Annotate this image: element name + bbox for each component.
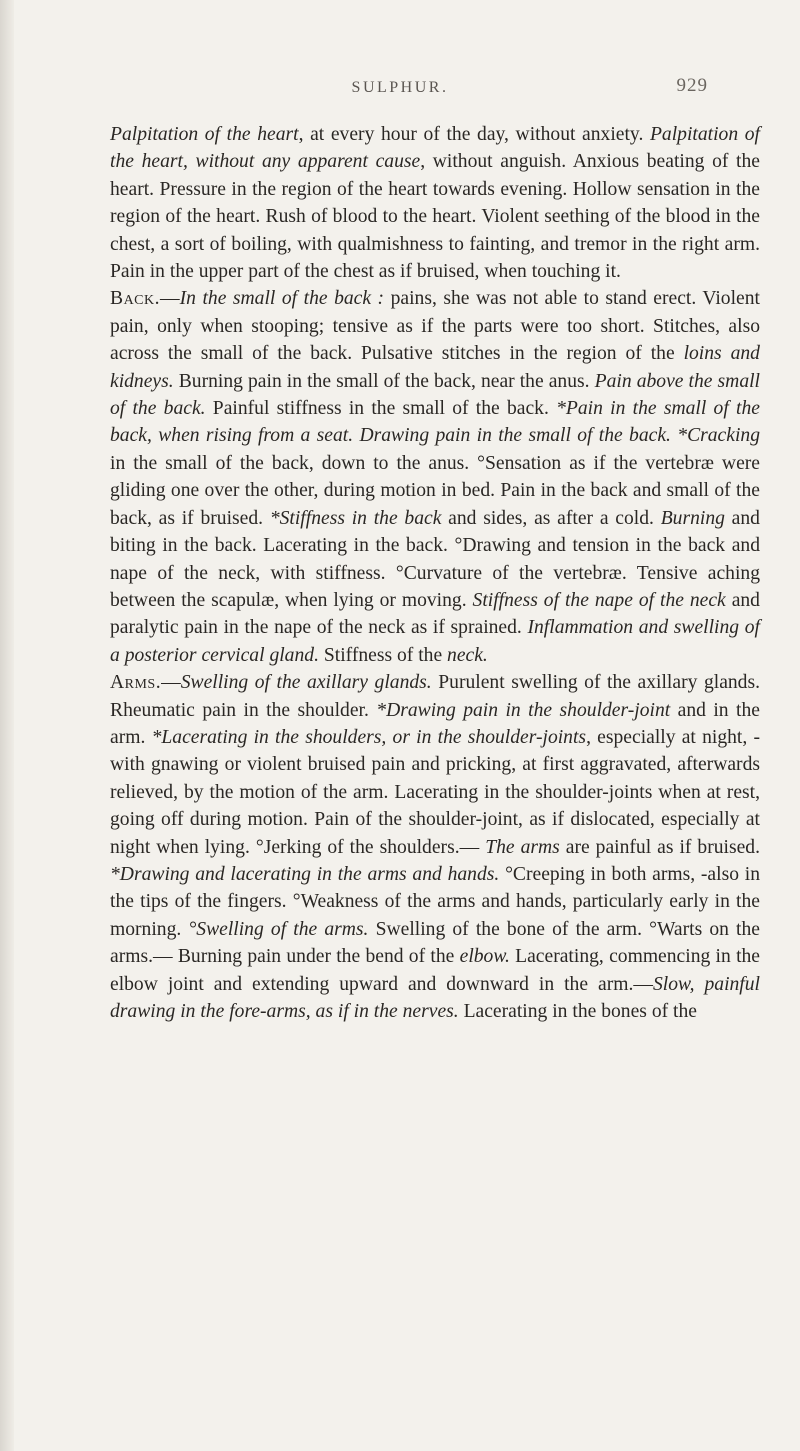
text-run: Stiffness of the: [318, 644, 448, 666]
italic-run: loins and kidneys.: [110, 343, 760, 392]
text-run: Burning pain in the small of the back, near the anus.: [173, 370, 595, 392]
italic-run: *Drawing and lacerating in the arms and hands.: [110, 863, 500, 885]
section-label: Arms.: [110, 672, 162, 694]
text-run: Swelling of the bone of the arm. °Warts on the arms.— Burning pain under the bend of the: [110, 918, 760, 968]
text-run: , without anguish. Anxious beating of the heart. Pressure in the region of the heart towards evening. Hollow sensation in the region of the heart. Rush of blood to the heart. Violent seething of the blood in the chest, a sort of boiling, with qualmishness to fainting, and tremor in the right arm. Pain in the upper part of the chest as if bruised, when touching it.: [110, 151, 760, 283]
text-run: Lacerating, commencing in the elbow joint and extending upward and downward in the arm.—: [110, 946, 761, 995]
paragraph-back: [110, 285, 760, 669]
italic-run: Pain above the small of the back.: [110, 370, 761, 420]
italic-run: °Swelling of the arms.: [188, 918, 369, 940]
running-head: SULPHUR.: [351, 79, 449, 96]
italic-run: Stiffness of the nape of the neck: [472, 589, 726, 611]
italic-run: Palpitation of the heart, without any apparent cause: [110, 124, 761, 173]
text-run: °Creeping in both arms, -also in the tips of the fingers. °Weakness of the arms and hands, particularly early in the morning.: [110, 863, 761, 940]
text-run: , especially at night, -with gnawing or violent bruised pain and pricking, at first aggravated, afterwards relieved, by the motion of the arm. Lacerating in the shoulder-joints when at rest, going off during motion. Pain of the shoulder-joint, as if dislocated, especially at night when lying. °Jerking of the shoulders.—: [110, 726, 761, 858]
italic-run: *Drawing pain in the shoulder-joint: [376, 699, 671, 721]
paragraph-heart: [110, 121, 760, 285]
italic-run: Burning: [660, 507, 725, 529]
text-run: are painful as if bruised.: [559, 836, 760, 858]
text-run: and in the arm.: [110, 699, 760, 748]
text-run: in the small of the back, down to the anus. °Sensation as if the vertebræ were gliding one over the other, during motion in bed. Pain in the back and small of the back, as if bruised.: [110, 452, 760, 529]
text-run: and sides, as after a cold.: [441, 507, 661, 529]
italic-run: *Pain in the small of the back, when rising from a seat. Drawing pain in the small of the back. *Cracking: [110, 398, 760, 447]
page-number: 929: [676, 75, 708, 96]
italic-run: Palpitation of the heart: [110, 124, 299, 145]
text-run: Lacerating in the bones of the: [458, 1001, 697, 1022]
text-run: Painful stiffness in the small of the back.: [205, 398, 557, 420]
italic-run: elbow.: [459, 946, 510, 968]
page-spine-shadow: [0, 0, 14, 1451]
text-run: and paralytic pain in the nape of the neck as if sprained.: [110, 589, 760, 639]
text-run: pains, she was not able to stand erect. Violent pain, only when stooping; tensive as if the parts were too short. Stitches, also across the small of the back. Pulsative stitches in the region of the: [110, 288, 760, 365]
italic-run: *Stiffness in the back: [269, 507, 442, 529]
section-label: Back.: [110, 288, 161, 310]
paragraph-arms: [110, 669, 760, 1025]
text-run: , at every hour of the day, without anxiety.: [298, 124, 650, 145]
text-run: Purulent swelling of the axillary glands. Rheumatic pain in the shoulder.: [110, 672, 761, 721]
body-text: [110, 121, 760, 1025]
page-header: [0, 75, 800, 105]
italic-run: In the small of the back :: [179, 288, 385, 310]
italic-run: Swelling of the axillary glands.: [180, 672, 432, 694]
text-run: —: [161, 672, 181, 694]
italic-run: *Lacerating in the shoulders, or in the shoulder-joints: [151, 726, 587, 748]
italic-run: neck.: [447, 644, 488, 666]
text-run: and biting in the back. Lacerating in the back. °Drawing and tension in the back and nape of the neck, with stiffness. °Curvature of the vertebræ. Tensive aching between the scapulæ, when lying or moving.: [110, 507, 760, 611]
text-run: —: [160, 288, 180, 310]
italic-run: Slow, painful drawing in the fore-arms, as if in the nerves.: [110, 973, 760, 1022]
italic-run: The arms: [485, 836, 560, 858]
italic-run: Inflammation and swelling of a posterior cervical gland.: [110, 617, 760, 666]
